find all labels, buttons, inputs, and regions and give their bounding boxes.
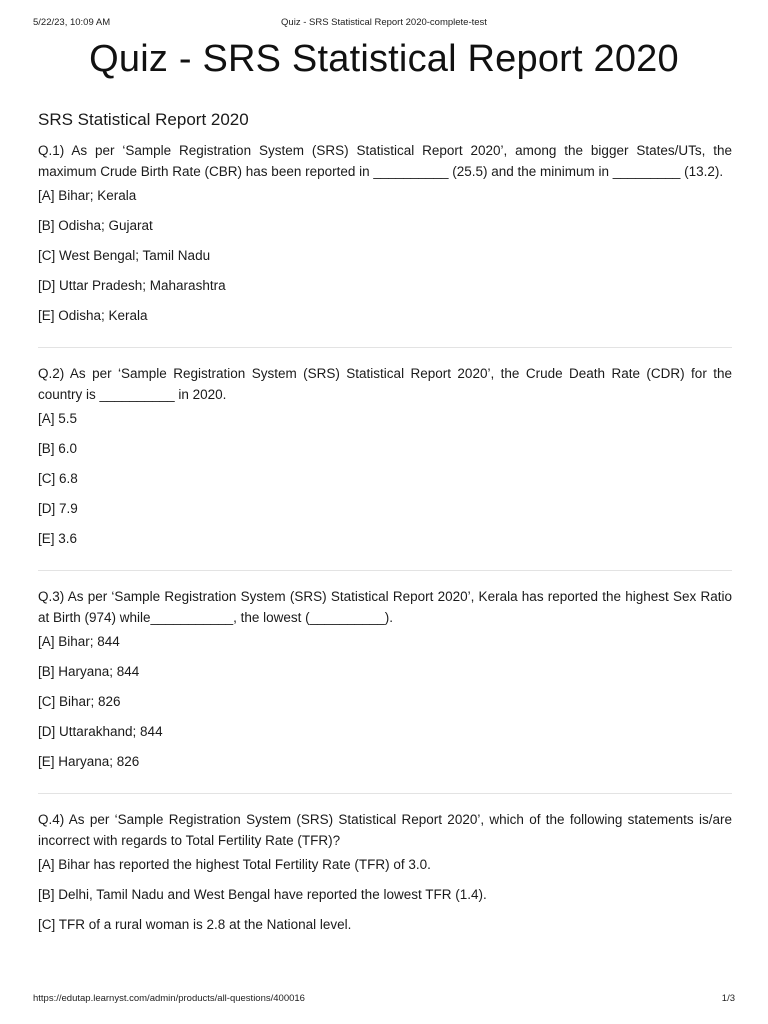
- option-a: [A] 5.5: [38, 411, 78, 426]
- question-block-4: [38, 809, 732, 945]
- option-c: [C] West Bengal; Tamil Nadu: [38, 248, 211, 263]
- option-b: [B] 6.0: [38, 441, 78, 456]
- option-e: [E] 3.6: [38, 531, 78, 546]
- option-d: [D] 7.9: [38, 501, 78, 516]
- print-date: 5/22/23, 10:09 AM: [33, 17, 111, 28]
- print-url: https://edutap.learnyst.com/admin/products/all-questions/400016: [33, 993, 305, 1004]
- section-heading: SRS Statistical Report 2020: [38, 110, 249, 129]
- divider: [38, 347, 732, 348]
- question-block-2: [38, 363, 732, 559]
- option-c: [C] 6.8: [38, 471, 78, 486]
- option-a: [A] Bihar has reported the highest Total Fertility Rate (TFR) of 3.0.: [38, 857, 431, 872]
- option-c: [C] TFR of a rural woman is 2.8 at the National level.: [38, 917, 352, 932]
- question-block-1: [38, 140, 732, 336]
- option-e: [E] Odisha; Kerala: [38, 308, 148, 323]
- option-d: [D] Uttar Pradesh; Maharashtra: [38, 278, 226, 293]
- option-a: [A] Bihar; Kerala: [38, 188, 137, 203]
- option-b: [B] Delhi, Tamil Nadu and West Bengal have reported the lowest TFR (1.4).: [38, 887, 487, 902]
- print-doc-title: Quiz - SRS Statistical Report 2020-complete-test: [281, 17, 487, 28]
- print-footer: [33, 993, 735, 1007]
- question-text: Q.1) As per ‘Sample Registration System (SRS) Statistical Report 2020’, among the bigger States/UTs, the maximum Crude Birth Rate (CBR) has been reported in __________ (25.5) and the minimum in _________ (13.2).: [38, 143, 732, 179]
- option-a: [A] Bihar; 844: [38, 634, 120, 649]
- question-text: Q.4) As per ‘Sample Registration System (SRS) Statistical Report 2020’, which of the following statements is/are incorrect with regards to Total Fertility Rate (TFR)?: [38, 812, 732, 848]
- page-number: 1/3: [721, 993, 735, 1004]
- option-c: [C] Bihar; 826: [38, 694, 121, 709]
- question-block-3: [38, 586, 732, 782]
- divider: [38, 793, 732, 794]
- question-text: Q.3) As per ‘Sample Registration System (SRS) Statistical Report 2020’, Kerala has reported the highest Sex Ratio at Birth (974) while___________, the lowest (__________).: [38, 589, 732, 625]
- quiz-content: [38, 110, 732, 945]
- divider: [38, 570, 732, 571]
- option-d: [D] Uttarakhand; 844: [38, 724, 163, 739]
- option-b: [B] Haryana; 844: [38, 664, 140, 679]
- print-header: [33, 17, 735, 31]
- question-text: Q.2) As per ‘Sample Registration System (SRS) Statistical Report 2020’, the Crude Death Rate (CDR) for the country is __________ in 2020.: [38, 366, 732, 402]
- option-e: [E] Haryana; 826: [38, 754, 140, 769]
- page-title: Quiz - SRS Statistical Report 2020: [89, 38, 679, 80]
- option-b: [B] Odisha; Gujarat: [38, 218, 153, 233]
